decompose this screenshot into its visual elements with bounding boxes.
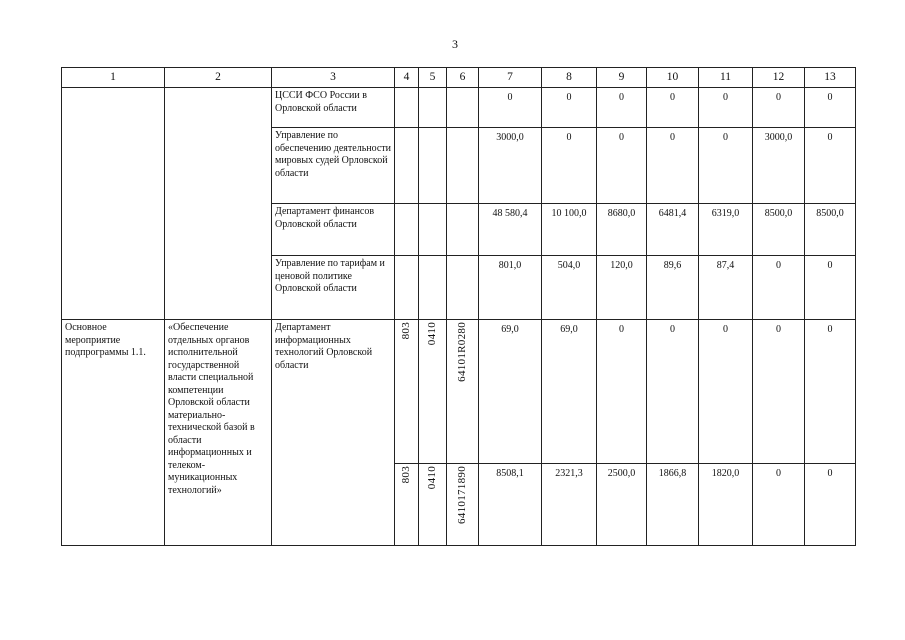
csr-cell xyxy=(447,128,479,204)
grbs-code: 803 xyxy=(399,466,412,484)
value-cell: 801,0 xyxy=(479,256,542,320)
value-cell: 10 100,0 xyxy=(542,204,597,256)
rzpr-cell xyxy=(419,88,447,128)
value-cell: 69,0 xyxy=(479,320,542,464)
value-cell: 89,6 xyxy=(647,256,699,320)
value-cell: 8508,1 xyxy=(479,464,542,546)
header-cell-2: 2 xyxy=(165,68,272,88)
value-cell: 0 xyxy=(647,320,699,464)
value-cell: 0 xyxy=(699,128,753,204)
value-cell: 0 xyxy=(597,128,647,204)
rzpr-cell xyxy=(419,128,447,204)
org-cell: Департамент финансов Орловской области xyxy=(272,204,395,256)
value-cell: 0 xyxy=(805,256,856,320)
value-cell: 0 xyxy=(805,320,856,464)
org-cell: Управление по обеспечению деятельности мировых судей Орловской области xyxy=(272,128,395,204)
table-row xyxy=(62,88,856,128)
grbs-cell xyxy=(395,88,419,128)
measure-description-cell: «Обеспечение отдельных органов исполнительной государственной власти специальной компетенции Орловской области материально-технической базой в области информационных и телеком-муникационных технологий» xyxy=(165,320,272,546)
header-cell-6: 6 xyxy=(447,68,479,88)
value-cell: 69,0 xyxy=(542,320,597,464)
value-cell: 0 xyxy=(542,88,597,128)
value-cell: 0 xyxy=(647,128,699,204)
value-cell: 0 xyxy=(597,88,647,128)
value-cell: 504,0 xyxy=(542,256,597,320)
header-cell-3: 3 xyxy=(272,68,395,88)
org-cell: Департамент информационных технологий Орловской области xyxy=(272,320,395,546)
empty-cell xyxy=(62,88,165,320)
value-cell: 0 xyxy=(647,88,699,128)
value-cell: 3000,0 xyxy=(479,128,542,204)
csr-code: 6410171890 xyxy=(455,466,468,524)
value-cell: 48 580,4 xyxy=(479,204,542,256)
value-cell: 0 xyxy=(753,464,805,546)
header-cell-13: 13 xyxy=(805,68,856,88)
value-cell: 3000,0 xyxy=(753,128,805,204)
empty-cell xyxy=(165,88,272,320)
value-cell: 6319,0 xyxy=(699,204,753,256)
csr-cell xyxy=(447,256,479,320)
value-cell: 0 xyxy=(542,128,597,204)
header-row xyxy=(62,68,856,88)
value-cell: 0 xyxy=(805,128,856,204)
rzpr-code: 0410 xyxy=(425,466,438,490)
header-cell-1: 1 xyxy=(62,68,165,88)
value-cell: 0 xyxy=(805,464,856,546)
value-cell: 0 xyxy=(699,320,753,464)
grbs-cell xyxy=(395,128,419,204)
value-cell: 0 xyxy=(753,320,805,464)
rzpr-cell xyxy=(419,204,447,256)
value-cell: 8680,0 xyxy=(597,204,647,256)
csr-cell xyxy=(447,204,479,256)
csr-cell xyxy=(447,464,479,546)
header-cell-12: 12 xyxy=(753,68,805,88)
value-cell: 8500,0 xyxy=(805,204,856,256)
budget-table xyxy=(61,67,856,546)
header-cell-8: 8 xyxy=(542,68,597,88)
value-cell: 6481,4 xyxy=(647,204,699,256)
header-cell-4: 4 xyxy=(395,68,419,88)
value-cell: 8500,0 xyxy=(753,204,805,256)
header-cell-10: 10 xyxy=(647,68,699,88)
value-cell: 1866,8 xyxy=(647,464,699,546)
rzpr-cell xyxy=(419,464,447,546)
value-cell: 2321,3 xyxy=(542,464,597,546)
value-cell: 0 xyxy=(805,88,856,128)
header-cell-7: 7 xyxy=(479,68,542,88)
grbs-code: 803 xyxy=(399,322,412,340)
grbs-cell xyxy=(395,464,419,546)
header-cell-11: 11 xyxy=(699,68,753,88)
measure-name-cell: Основное мероприятие подпрограммы 1.1. xyxy=(62,320,165,546)
org-cell: Управление по тарифам и ценовой политике Орловской области xyxy=(272,256,395,320)
rzpr-code: 0410 xyxy=(425,322,438,346)
value-cell: 87,4 xyxy=(699,256,753,320)
page-number: 3 xyxy=(452,37,458,51)
header-cell-5: 5 xyxy=(419,68,447,88)
rzpr-cell xyxy=(419,256,447,320)
grbs-cell xyxy=(395,256,419,320)
value-cell: 0 xyxy=(753,256,805,320)
csr-cell xyxy=(447,320,479,464)
header-cell-9: 9 xyxy=(597,68,647,88)
value-cell: 2500,0 xyxy=(597,464,647,546)
csr-cell xyxy=(447,88,479,128)
value-cell: 0 xyxy=(753,88,805,128)
value-cell: 0 xyxy=(597,320,647,464)
value-cell: 120,0 xyxy=(597,256,647,320)
grbs-cell xyxy=(395,320,419,464)
grbs-cell xyxy=(395,204,419,256)
table-row xyxy=(62,320,856,464)
csr-code: 64101R0280 xyxy=(455,322,468,382)
value-cell: 1820,0 xyxy=(699,464,753,546)
org-cell: ЦССИ ФСО России в Орловской области xyxy=(272,88,395,128)
value-cell: 0 xyxy=(699,88,753,128)
value-cell: 0 xyxy=(479,88,542,128)
rzpr-cell xyxy=(419,320,447,464)
